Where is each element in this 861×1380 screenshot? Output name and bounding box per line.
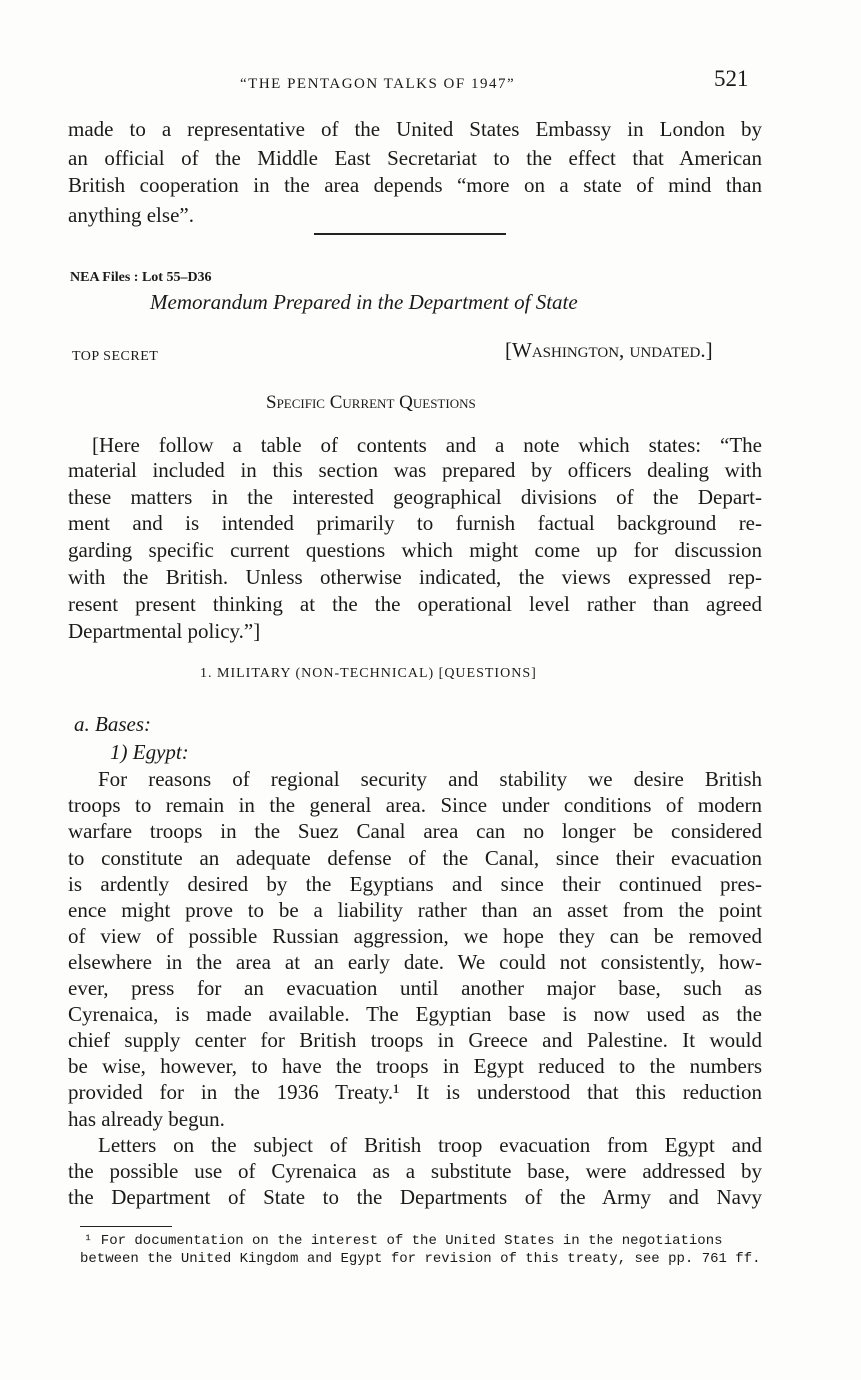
egypt-subheading: 1) Egypt:	[110, 740, 189, 764]
text-line: warfare troops in the Suez Canal area can no longer be considered	[68, 819, 762, 843]
running-title: “THE PENTAGON TALKS OF 1947”	[240, 76, 516, 92]
page-number: 521	[714, 66, 749, 91]
text-line: the possible use of Cyrenaica as a substitute base, were addressed by	[68, 1159, 762, 1183]
text-line: chief supply center for British troops in Greece and Palestine. It would	[68, 1028, 762, 1052]
text-line: is ardently desired by the Egyptians and since their continued pres-	[68, 872, 762, 896]
bases-subheading: a. Bases:	[74, 712, 151, 736]
text-line: the Department of State to the Departments of the Army and Navy	[68, 1185, 762, 1209]
text-line: with the British. Unless otherwise indicated, the views expressed rep-	[68, 565, 762, 589]
text-line: of view of possible Russian aggression, we hope they can be removed	[68, 924, 762, 948]
text-line: material included in this section was prepared by officers dealing with	[68, 458, 762, 482]
text-line: provided for in the 1936 Treaty.¹ It is understood that this reduction	[68, 1080, 762, 1104]
text-line: these matters in the interested geographical divisions of the Depart-	[68, 485, 762, 509]
section-title: Specific Current Questions	[266, 392, 476, 413]
text-line: British cooperation in the area depends “more on a state of mind than	[68, 173, 762, 197]
text-line: [Here follow a table of contents and a note which states: “The	[92, 433, 762, 457]
place-date: [Washington, undated.]	[505, 338, 713, 362]
footnote-line: ¹ For documentation on the interest of the United States in the negotiations	[84, 1233, 723, 1249]
text-line: be wise, however, to have the troops in Egypt reduced to the numbers	[68, 1054, 762, 1078]
military-heading: 1. MILITARY (NON-TECHNICAL) [QUESTIONS]	[200, 666, 537, 681]
text-line: to constitute an adequate defense of the Canal, since their evacuation	[68, 846, 762, 870]
text-line: ment and is intended primarily to furnish factual background re-	[68, 511, 762, 535]
text-line: Departmental policy.”]	[68, 619, 261, 643]
document-title: Memorandum Prepared in the Department of State	[150, 290, 578, 314]
text-line: Letters on the subject of British troop evacuation from Egypt and	[98, 1133, 762, 1157]
classification-label: TOP SECRET	[72, 349, 159, 364]
footnote-divider	[80, 1226, 172, 1227]
text-line: anything else”.	[68, 203, 194, 227]
text-line: troops to remain in the general area. Since under conditions of modern	[68, 793, 762, 817]
text-line: ence might prove to be a liability rather than an asset from the point	[68, 898, 762, 922]
text-line: made to a representative of the United States Embassy in London by	[68, 117, 762, 141]
file-source: NEA Files : Lot 55–D36	[70, 270, 212, 285]
text-line: For reasons of regional security and stability we desire British	[98, 767, 762, 791]
text-line: an official of the Middle East Secretariat to the effect that American	[68, 146, 762, 170]
text-line: resent present thinking at the the operational level rather than agreed	[68, 592, 762, 616]
section-divider	[314, 233, 506, 235]
text-line: elsewhere in the area at an early date. We could not consistently, how-	[68, 950, 762, 974]
footnote-line: between the United Kingdom and Egypt for revision of this treaty, see pp. 761 ff.	[80, 1251, 761, 1267]
text-line: ever, press for an evacuation until another major base, such as	[68, 976, 762, 1000]
text-line: has already begun.	[68, 1107, 225, 1131]
text-line: Cyrenaica, is made available. The Egyptian base is now used as the	[68, 1002, 762, 1026]
text-line: garding specific current questions which might come up for discussion	[68, 538, 762, 562]
